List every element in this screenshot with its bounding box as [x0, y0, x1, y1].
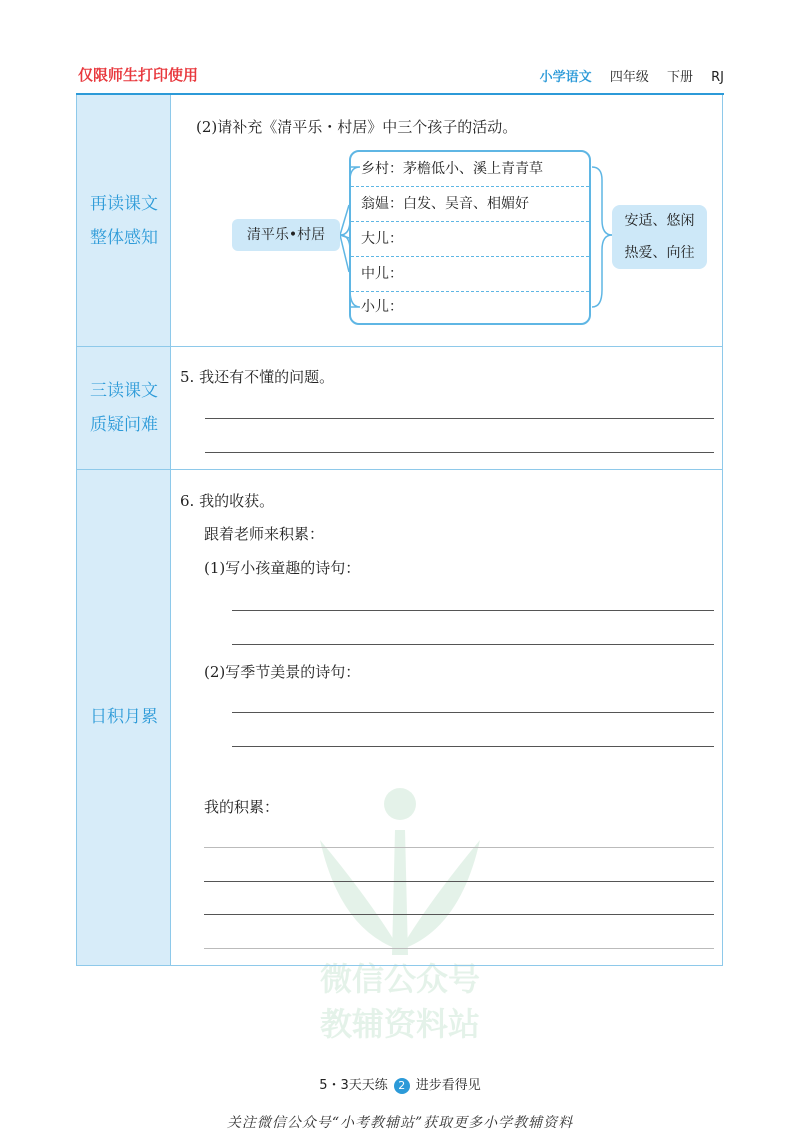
section-title-1b: 整体感知 — [90, 228, 158, 248]
section-divider — [77, 469, 722, 470]
subject-label: 小学语文 — [539, 70, 592, 85]
mindmap-feeling-node — [612, 205, 707, 269]
watermark-text-2: 教辅资料站 — [319, 1005, 481, 1043]
book-info — [540, 66, 724, 85]
list-item: 翁媪：白发、吴音、相媚好 — [361, 196, 529, 212]
question-6-sub2: (2)写季节美景的诗句： — [204, 663, 361, 681]
section-divider — [77, 346, 722, 347]
section-title-2a: 三读课文 — [90, 381, 158, 401]
list-item[interactable]: 大儿： — [361, 231, 403, 247]
question-6-intro: 跟着老师来积累： — [204, 525, 325, 543]
answer-line[interactable] — [204, 881, 714, 882]
print-restriction-note: 仅限师生打印使用 — [78, 66, 199, 84]
section-label-panel-1 — [77, 95, 171, 346]
feeling-line-1: 安适、悠闲 — [624, 213, 695, 229]
feeling-line-2: 热爱、向往 — [624, 245, 695, 261]
mindmap-center-node: 清平乐•村居 — [232, 219, 340, 251]
section-title-1a: 再读课文 — [90, 194, 158, 214]
page-number: 2 — [394, 1078, 410, 1094]
answer-line[interactable] — [205, 452, 714, 453]
section-label-panel-2 — [77, 347, 171, 469]
mindmap-list — [349, 150, 591, 325]
term-label: 下册 — [666, 70, 693, 85]
answer-line[interactable] — [232, 746, 714, 747]
watermark-text-1: 微信公众号 — [319, 960, 481, 998]
question-5-prompt: 5. 我还有不懂的问题。 — [180, 368, 335, 386]
my-collection-label: 我的积累： — [204, 798, 280, 816]
promo-note: 关注微信公众号“小考教辅站”获取更多小学教辅资料 — [226, 1115, 574, 1131]
list-item: 乡村：茅檐低小、溪上青青草 — [361, 161, 543, 177]
question-2-prompt: (2)请补充《清平乐・村居》中三个孩子的活动。 — [196, 118, 518, 136]
edition-label: RJ — [711, 70, 724, 85]
grade-label: 四年级 — [609, 70, 649, 85]
answer-line[interactable] — [232, 644, 714, 645]
answer-line[interactable] — [232, 610, 714, 611]
section-title-3: 日积月累 — [90, 707, 158, 727]
answer-line[interactable] — [204, 948, 714, 949]
answer-line[interactable] — [204, 847, 714, 848]
series-slogan: 进步看得见 — [415, 1078, 481, 1093]
page-footer — [0, 1074, 800, 1094]
list-item[interactable]: 中儿： — [361, 266, 403, 282]
section-label-panel-3 — [77, 470, 171, 965]
question-6-prompt: 6. 我的收获。 — [180, 492, 275, 510]
question-6-sub1: (1)写小孩童趣的诗句： — [204, 559, 361, 577]
answer-line[interactable] — [204, 914, 714, 915]
series-name: 5・3天天练 — [319, 1078, 388, 1093]
answer-line[interactable] — [205, 418, 714, 419]
list-item[interactable]: 小儿： — [361, 299, 403, 315]
section-title-2b: 质疑问难 — [90, 415, 158, 435]
answer-line[interactable] — [232, 712, 714, 713]
